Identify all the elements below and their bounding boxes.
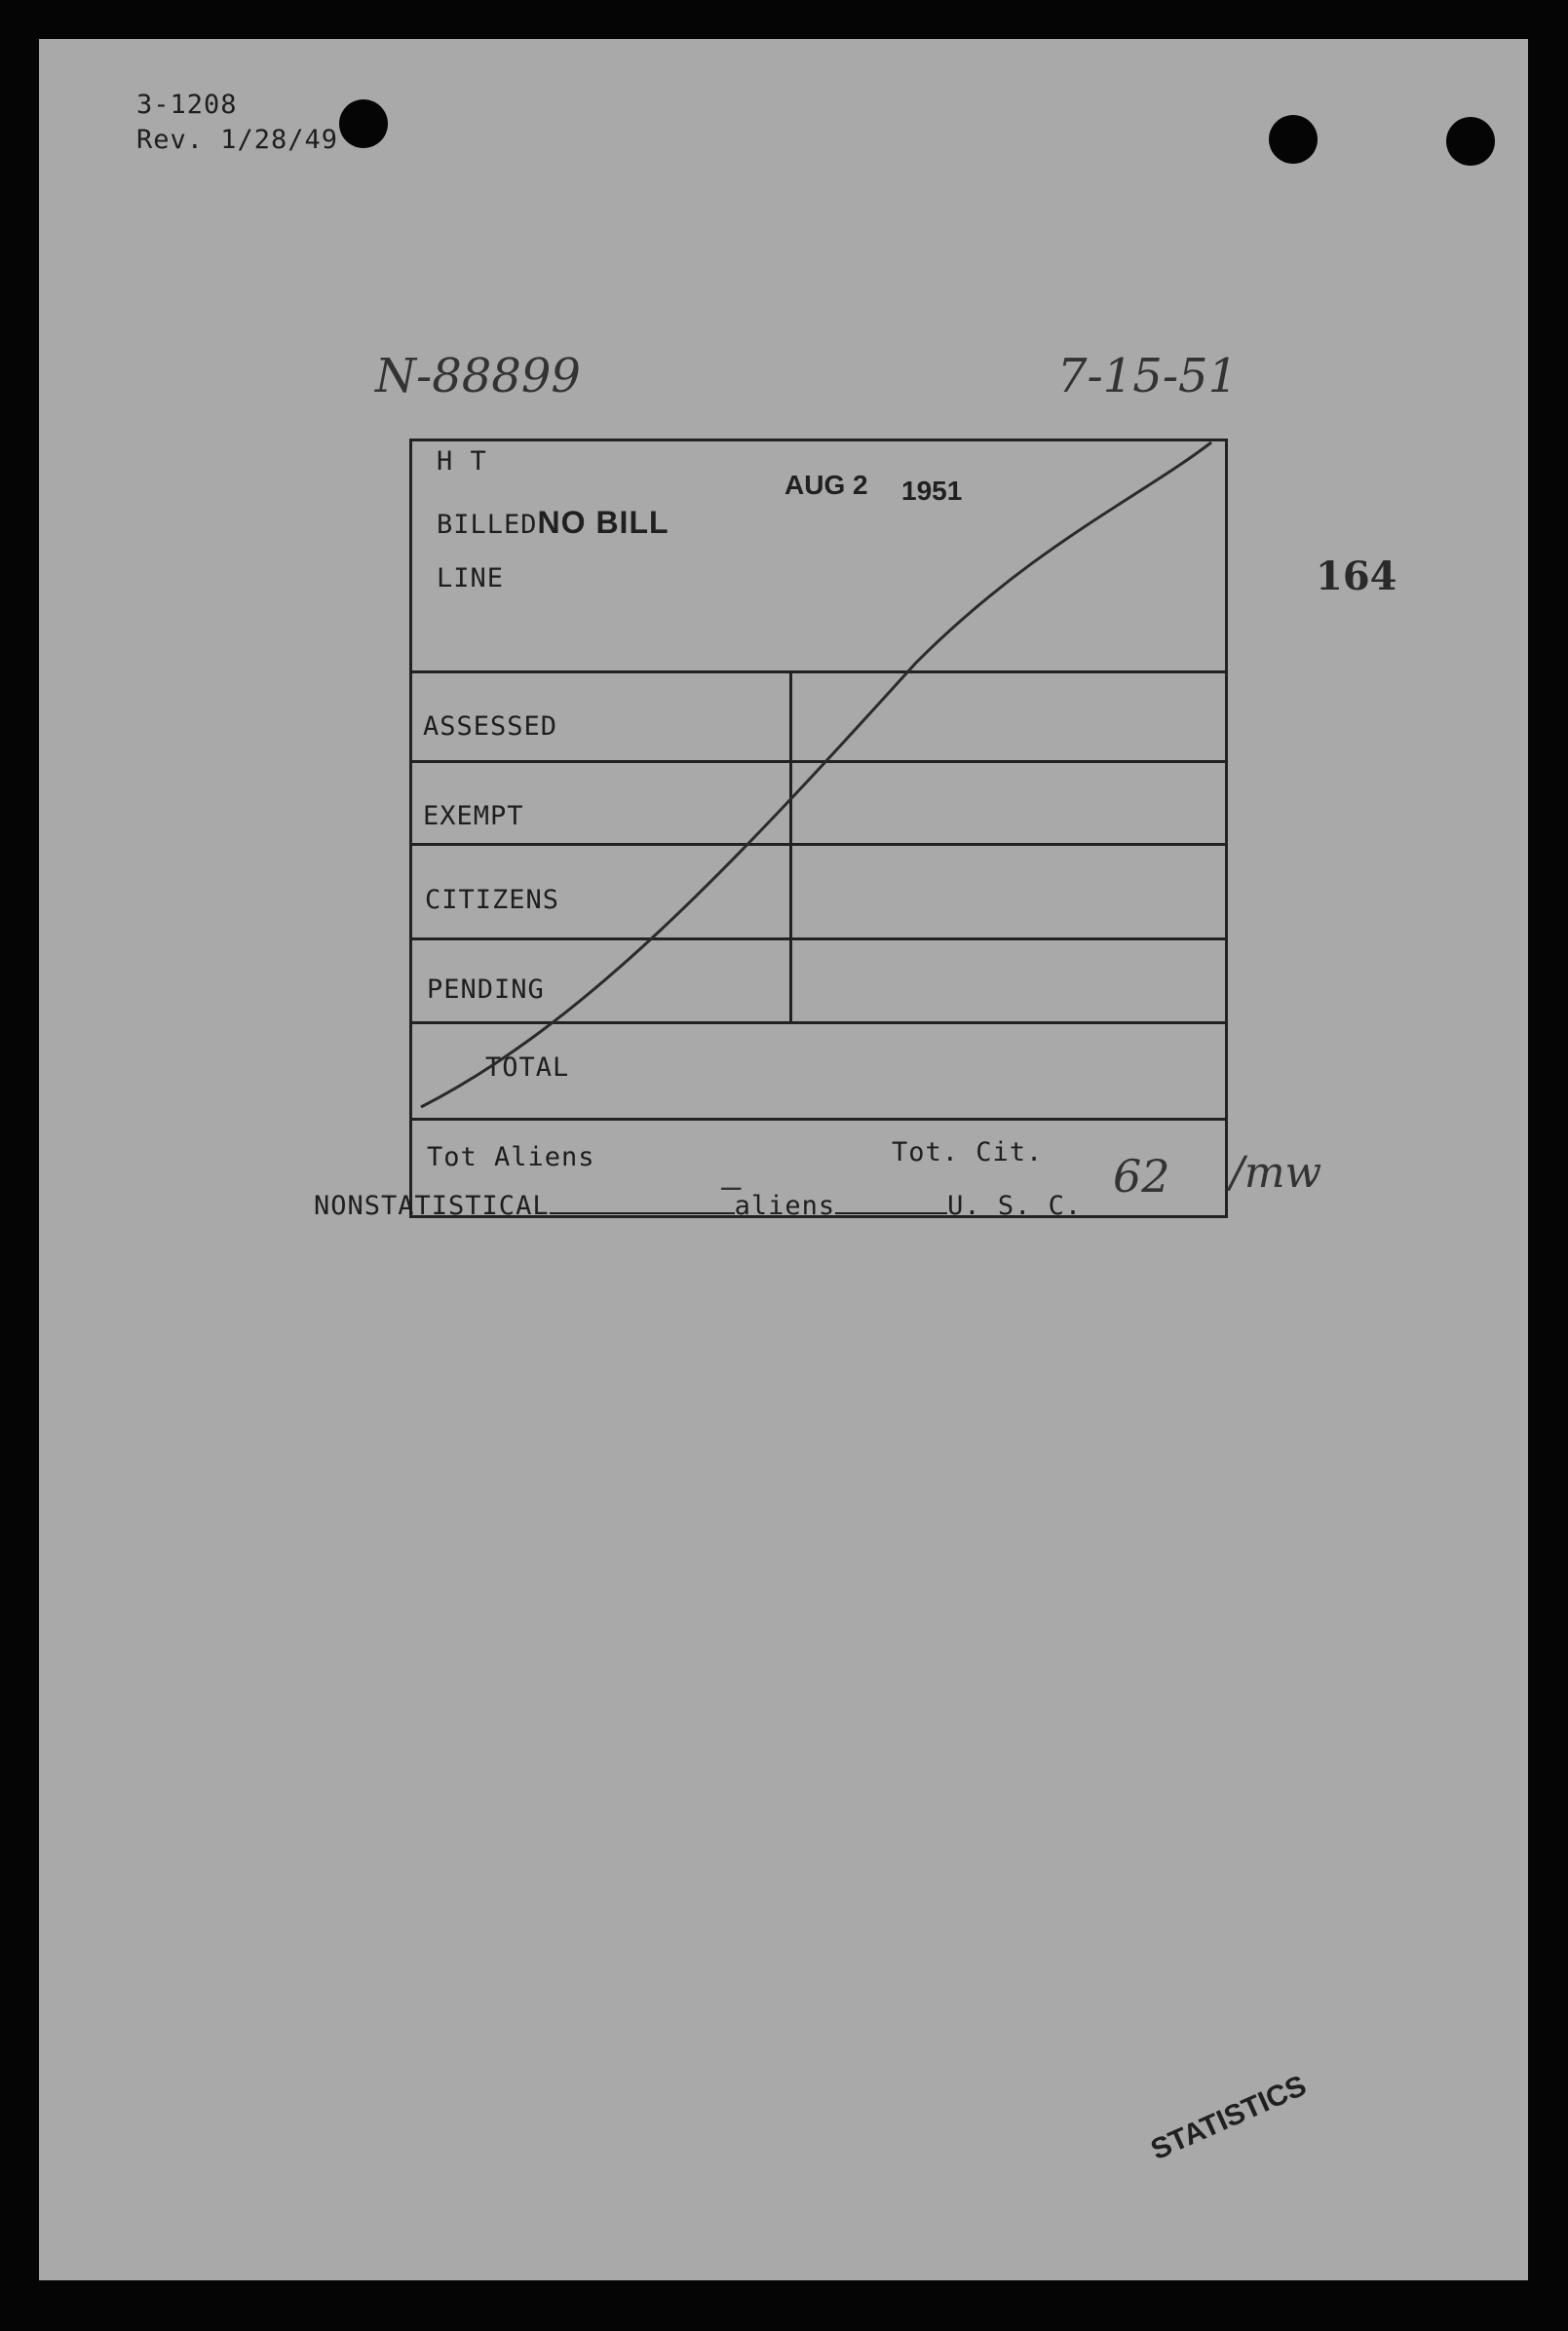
handwritten-initials: /mw — [1230, 1148, 1322, 1198]
form-revision: Rev. 1/28/49 — [136, 125, 339, 155]
page-number-stamp: 164 — [1316, 554, 1397, 599]
tally-form — [409, 439, 1228, 1218]
blank-line-1 — [550, 1212, 735, 1214]
punch-hole-middle — [1269, 115, 1318, 164]
strike-through-line — [409, 439, 1228, 1218]
tot-aliens-label: Tot Aliens — [427, 1142, 595, 1172]
row-pending: PENDING — [427, 974, 545, 1005]
row-exempt: EXEMPT — [423, 801, 524, 831]
nonstatistical-label: NONSTATISTICAL — [314, 1191, 550, 1221]
handwritten-count: 62 — [1113, 1150, 1170, 1203]
header-ht: H T — [437, 446, 487, 477]
row-assessed: ASSESSED — [423, 711, 558, 742]
tot-aliens-dash: — — [721, 1167, 742, 1206]
handwritten-file-number: N-88899 — [375, 349, 581, 403]
row-citizens: CITIZENS — [425, 885, 560, 915]
no-bill-stamp: NO BILL — [537, 505, 669, 540]
nonstatistical-line — [314, 1191, 1082, 1221]
date-stamp-month-day: AUG 2 — [784, 470, 868, 500]
handwritten-date: 7-15-51 — [1057, 349, 1239, 403]
date-stamp-year: 1951 — [901, 476, 963, 506]
punch-hole-right — [1446, 117, 1495, 166]
aliens-label: aliens — [734, 1191, 836, 1221]
header-line: LINE — [437, 563, 505, 593]
blank-line-2 — [835, 1212, 947, 1214]
billed-label: BILLED — [437, 510, 538, 540]
document-sheet — [39, 39, 1528, 2280]
punch-hole-left — [339, 99, 388, 148]
usc-label: U. S. C. — [947, 1191, 1083, 1221]
tot-cit-label: Tot. Cit. — [892, 1137, 1044, 1167]
statistics-stamp: STATISTICS — [1146, 2069, 1312, 2167]
form-number: 3-1208 — [136, 90, 238, 120]
row-total: TOTAL — [485, 1052, 570, 1083]
